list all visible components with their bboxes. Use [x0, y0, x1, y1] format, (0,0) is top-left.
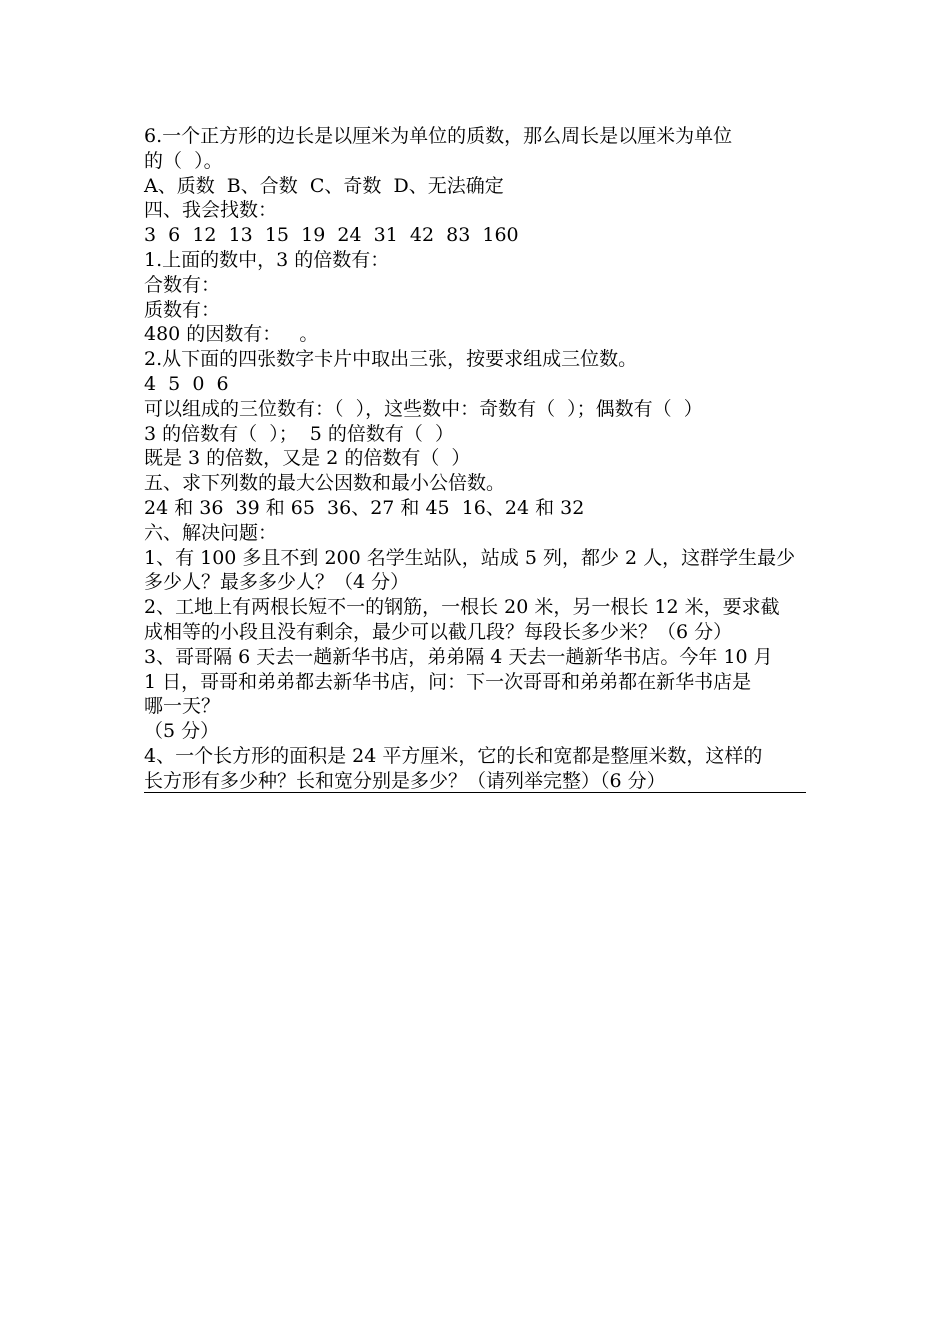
problem-2-line-2: 成相等的小段且没有剩余，最少可以截几段？每段长多少米？（6 分） [144, 620, 733, 643]
question-6-line-2: 的（ ）。 [144, 149, 223, 172]
problem-1-line-1: 1、有 100 多且不到 200 名学生站队，站成 5 列，都少 2 人，这群学生最少 [144, 546, 796, 569]
section-5-heading: 五、求下列数的最大公因数和最小公倍数。 [144, 472, 506, 495]
prime-numbers-line: 质数有： [144, 298, 221, 321]
question-6-options: A、质数 B、合数 C、奇数 D、无法确定 [144, 174, 504, 197]
section-4-item-1: 1.上面的数中，3 的倍数有： [144, 248, 390, 271]
section-5-pairs: 24 和 36 39 和 65 36、27 和 45 16、24 和 32 [144, 496, 585, 519]
section-4-heading: 四、我会找数： [144, 199, 278, 222]
section-4-item-2: 2.从下面的四张数字卡片中取出三张，按要求组成三位数。 [144, 348, 638, 371]
composite-numbers-line: 合数有： [144, 273, 221, 296]
problem-3-line-2: 1 日，哥哥和弟弟都去新华书店，问：下一次哥哥和弟弟都在新华书店是 [144, 670, 752, 693]
document-body [144, 124, 808, 793]
problem-3-points: （5 分） [144, 720, 220, 743]
problem-3-line-3: 哪一天？ [144, 695, 221, 718]
question-6-line-1: 6.一个正方形的边长是以厘米为单位的质数，那么周长是以厘米为单位 [144, 125, 733, 147]
problem-3-line-1: 3、哥哥隔 6 天去一趟新华书店，弟弟隔 4 天去一趟新华书店。今年 10 月 [144, 645, 773, 668]
factors-of-480-line: 480 的因数有： 。 [144, 323, 319, 346]
multiples-3-and-2-line: 既是 3 的倍数，又是 2 的倍数有（ ） [144, 447, 471, 470]
multiples-3-5-line: 3 的倍数有（ ）； 5 的倍数有（ ） [144, 422, 454, 445]
problem-4-line-1: 4、一个长方形的面积是 24 平方厘米，它的长和宽都是整厘米数，这样的 [144, 744, 763, 767]
digit-cards: 4 5 0 6 [144, 372, 229, 395]
section-6-heading: 六、解决问题： [144, 521, 278, 544]
three-digit-numbers-line: 可以组成的三位数有：（ ），这些数中：奇数有（ ）；偶数有（ ） [144, 397, 703, 420]
problem-2-line-1: 2、工地上有两根长短不一的钢筋，一根长 20 米，另一根长 12 米，要求截 [144, 596, 780, 619]
problem-4-line-2: 长方形有多少种？长和宽分别是多少？（请列举完整）（6 分） [144, 769, 806, 793]
problem-1-line-2: 多少人？最多多少人？（4 分） [144, 571, 410, 594]
number-list: 3 6 12 13 15 19 24 31 42 83 160 [144, 224, 519, 247]
